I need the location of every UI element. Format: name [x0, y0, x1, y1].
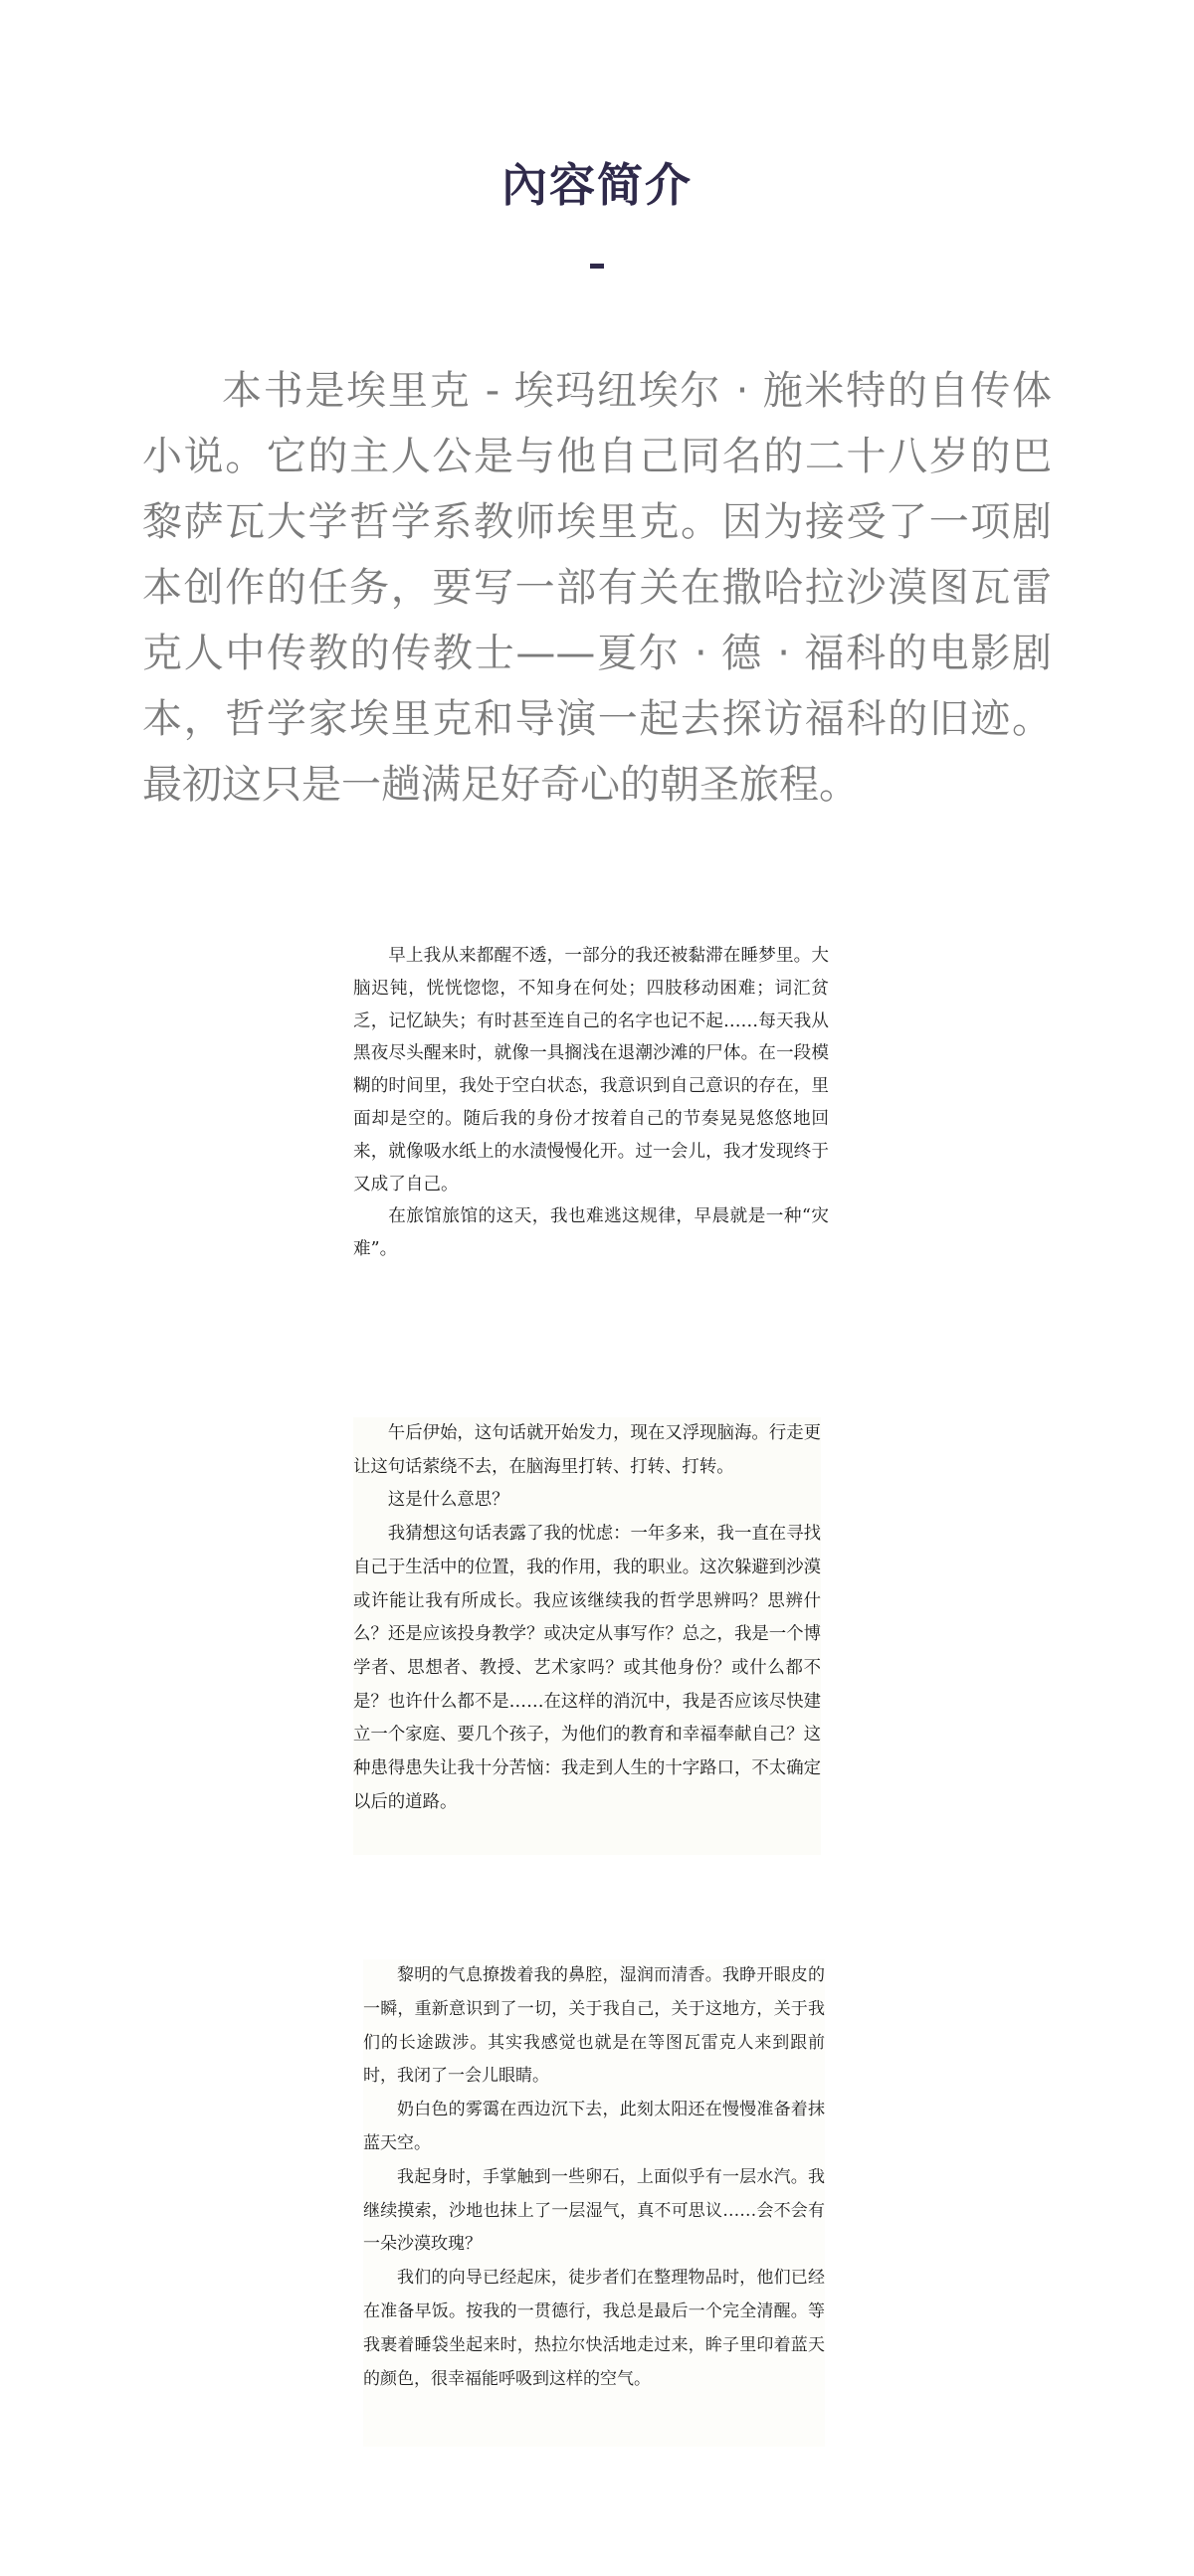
excerpt-paragraph: 这是什么意思？ [387, 1490, 509, 1511]
excerpt-paragraph: 在旅馆旅馆的这天，我也难逃这规律，早晨就是一种“灾难”。 [353, 1206, 829, 1260]
excerpt-paragraph: 早上我从来都醒不透，一部分的我还被黏滞在睡梦里。大脑迟钝，恍恍惚惚，不知身在何处；四肢移动困难；词汇贫乏，记忆缺失；有时甚至连自己的名字也记不起……每天我从黑夜尽头醒来时，就像一具搁浅在退潮沙滩的尸体。在一段模糊的时间里，我处于空白状态，我意识到自己意识的存在，里面却是空的。随后我的身份才按着自己的节奏晃晃悠悠地回来，就像吸水纸上的水渍慢慢化开。过一会儿，我才发现终于又成了自己。 [353, 946, 829, 1195]
excerpt-paragraph: 午后伊始，这句话就开始发力，现在又浮现脑海。行走更让这句话萦绕不去，在脑海里打转、打转、打转。 [353, 1423, 821, 1477]
excerpt-paragraph: 我们的向导已经起床，徒步者们在整理物品时，他们已经在准备早饭。按我的一贯德行，我总是最后一个完全清醒。等我裹着睡袋坐起来时，热拉尔快活地走过来，眸子里印着蓝天的颜色，很幸福能呼吸到这样的空气。 [363, 2268, 825, 2389]
excerpt-scan-1 [353, 940, 829, 1323]
title-divider [590, 264, 604, 269]
section-title: 內容简介 [501, 158, 693, 212]
excerpt-scan-3 [363, 1959, 825, 2447]
excerpt-scan-2 [353, 1417, 821, 1855]
excerpt-paragraph: 黎明的气息撩拨着我的鼻腔，湿润而清香。我睁开眼皮的一瞬，重新意识到了一切，关于我自己，关于这地方，关于我们的长途跋涉。其实我感觉也就是在等图瓦雷克人来到跟前时，我闭了一会儿眼睛。 [363, 1965, 825, 2087]
excerpt-paragraph: 我猜想这句话表露了我的忧虑：一年多来，我一直在寻找自己于生活中的位置，我的作用，我的职业。这次躲避到沙漠或许能让我有所成长。我应该继续我的哲学思辨吗？思辨什么？还是应该投身教学？或决定从事写作？总之，我是一个博学者、思想者、教授、艺术家吗？或其他身份？或什么都不是？也许什么都不是……在这样的消沉中，我是否应该尽快建立一个家庭、要几个孩子，为他们的教育和幸福奉献自己？这种患得患失让我十分苦恼：我走到人生的十字路口，不太确定以后的道路。 [353, 1524, 821, 1812]
intro-paragraph: 本书是埃里克 - 埃玛纽埃尔 · 施米特的自传体小说。它的主人公是与他自己同名的二十八岁的巴黎萨瓦大学哲学系教师埃里克。因为接受了一项剧本创作的任务，要写一部有关在撒哈拉沙漠图瓦雷克人中传教的传教士——夏尔 · 德 · 福科的电影剧本，哲学家埃里克和导演一起去探访福科的旧迹。最初这只是一趟满足好奇心的朝圣旅程。 [142, 368, 1052, 808]
excerpt-paragraph: 奶白色的雾霭在西边沉下去，此刻太阳还在慢慢准备着抹蓝天空。 [363, 2100, 825, 2153]
excerpt-paragraph: 我起身时，手掌触到一些卵石，上面似乎有一层水汽。我继续摸索，沙地也抹上了一层湿气，真不可思议……会不会有一朵沙漠玫瑰？ [363, 2166, 825, 2255]
